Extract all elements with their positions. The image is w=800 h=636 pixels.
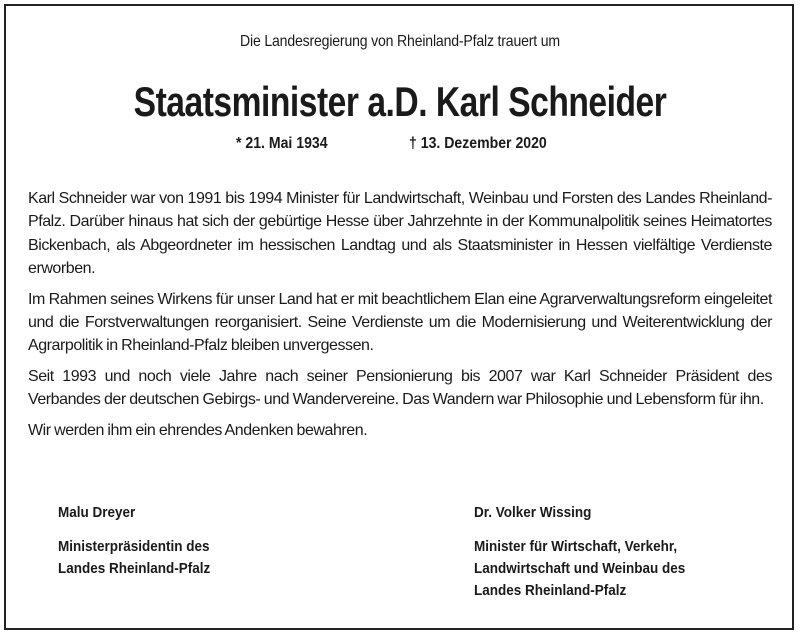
signatory-title-line: Landes Rheinland-Pfalz: [58, 560, 211, 577]
paragraph-closing: Wir werden ihm ein ehrendes Andenken bewahren.: [28, 421, 368, 439]
birth-date: * 21. Mai 1934: [236, 135, 328, 152]
death-date: † 13. Dezember 2020: [409, 135, 547, 152]
signatory-title-line: Landwirtschaft und Weinbau des: [474, 560, 686, 577]
paragraph-reforms: Im Rahmen seines Wirkens für unser Land hat er mit beachtlichem Elan eine Agrarverwaltungsreform eingeleitet und die Forstverwaltungen reorganisiert. Seine Verdienste um die Modernisierung und Weiterentwicklung der Agrarpolitik in Rheinland-Pfalz bleiben unvergessen.: [28, 290, 772, 355]
signatory-title-line: Landes Rheinland-Pfalz: [474, 582, 627, 599]
paragraph-career: Karl Schneider war von 1991 bis 1994 Minister für Landwirtschaft, Weinbau und Forsten des Landes Rheinland-Pfalz. Darüber hinaus hat sich der gebürtige Hesse über Jahrzehnte in der Kommunalpolitik seines Heimatortes Bickenbach, als Abgeordneter im hessischen Landtag und als Staatsminister in Hessen vielfältige Verdienste erworben.: [28, 190, 772, 278]
signatory-name: Malu Dreyer: [58, 504, 136, 521]
signatory-minister-president: [58, 502, 210, 580]
signatory-title-line: Minister für Wirtschaft, Verkehr,: [474, 538, 678, 555]
paragraph-hiking-association: Seit 1993 und noch viele Jahre nach seiner Pensionierung bis 2007 war Karl Schneider Präsident des Verbandes der deutschen Gebirgs- und Wandervereine. Das Wandern war Philosophie und Lebensform für ihn.: [28, 367, 772, 409]
signatory-economy-minister: [474, 502, 685, 602]
announcement-line: Die Landesregierung von Rheinland-Pfalz trauert um: [240, 33, 560, 50]
signatory-name: Dr. Volker Wissing: [474, 504, 592, 521]
signatory-title-line: Ministerpräsidentin des: [58, 538, 210, 555]
obituary-body: [28, 187, 772, 449]
deceased-name-heading: Staatsminister a.D. Karl Schneider: [133, 78, 667, 125]
